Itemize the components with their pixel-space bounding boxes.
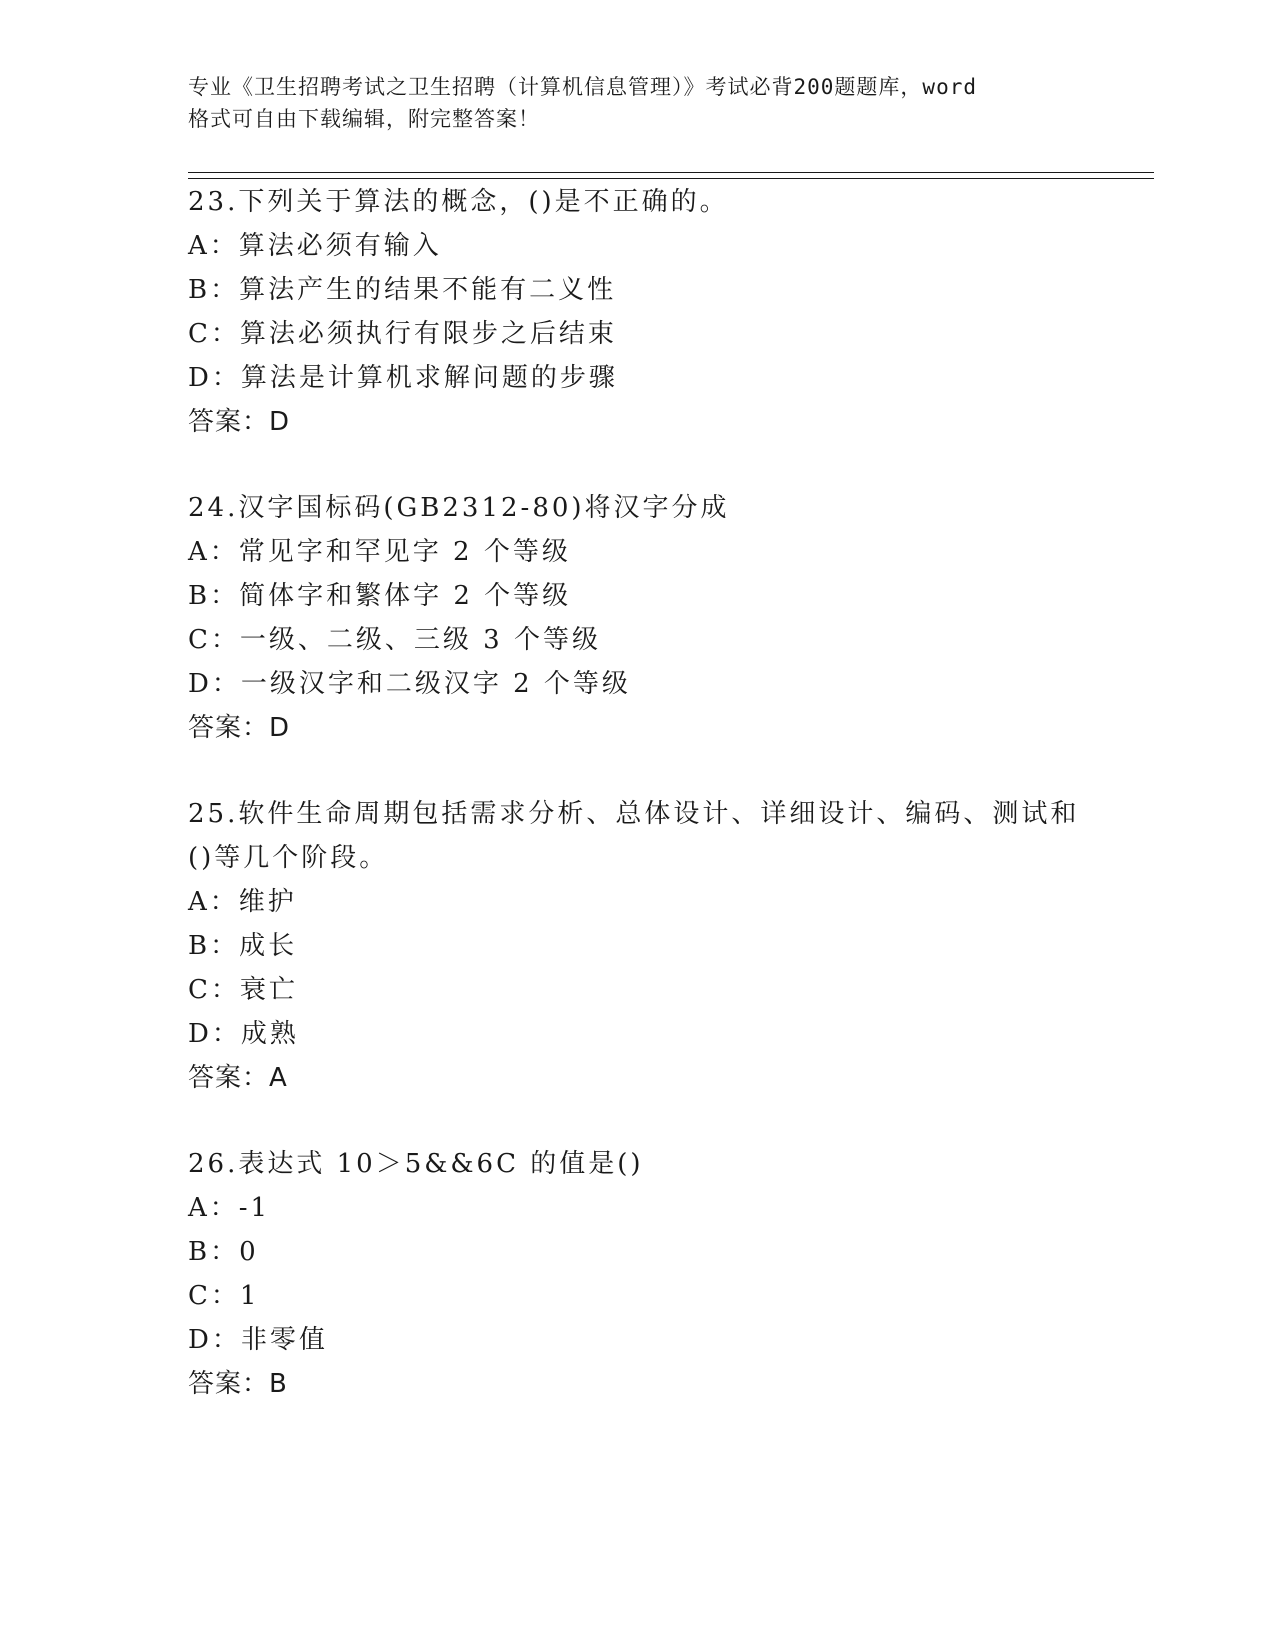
header-rule-bottom <box>188 178 1154 179</box>
option-a: A：-1 <box>188 1193 271 1223</box>
question-stem: 24.汉字国标码(GB2312-80)将汉字分成 <box>188 493 730 523</box>
option-c: C：算法必须执行有限步之后结束 <box>188 319 617 349</box>
option-c: C：1 <box>188 1281 260 1311</box>
option-d: D：成熟 <box>188 1019 299 1049</box>
option-b: B：算法产生的结果不能有二义性 <box>188 275 617 305</box>
question-stem: 23.下列关于算法的概念，()是不正确的。 <box>188 187 729 217</box>
option-a: A：维护 <box>188 887 297 917</box>
answer: 答案：D <box>188 713 291 743</box>
header-rule-top <box>188 172 1154 173</box>
question-stem: 26.表达式 10＞5&&6C 的值是() <box>188 1149 644 1179</box>
header-line-2: 格式可自由下载编辑，附完整答案！ <box>188 107 540 131</box>
answer: 答案：B <box>188 1369 288 1399</box>
option-c: C：一级、二级、三级 3 个等级 <box>188 625 601 655</box>
header-line-1: 专业《卫生招聘考试之卫生招聘（计算机信息管理）》考试必背200题题库，word <box>188 75 977 99</box>
answer: 答案：D <box>188 407 291 437</box>
option-b: B：简体字和繁体字 2 个等级 <box>188 581 572 611</box>
option-a: A：算法必须有输入 <box>188 231 442 261</box>
option-b: B：成长 <box>188 931 298 961</box>
answer: 答案：A <box>188 1063 288 1093</box>
option-a: A：常见字和罕见字 2 个等级 <box>188 537 571 567</box>
option-d: D：非零值 <box>188 1325 328 1355</box>
question-stem: 25.软件生命周期包括需求分析、总体设计、详细设计、编码、测试和 <box>188 799 1080 829</box>
option-d: D：算法是计算机求解问题的步骤 <box>188 363 618 393</box>
option-b: B：0 <box>188 1237 259 1267</box>
option-c: C：衰亡 <box>188 975 298 1005</box>
question-stem-continued: ()等几个阶段。 <box>188 843 389 873</box>
option-d: D：一级汉字和二级汉字 2 个等级 <box>188 669 631 699</box>
